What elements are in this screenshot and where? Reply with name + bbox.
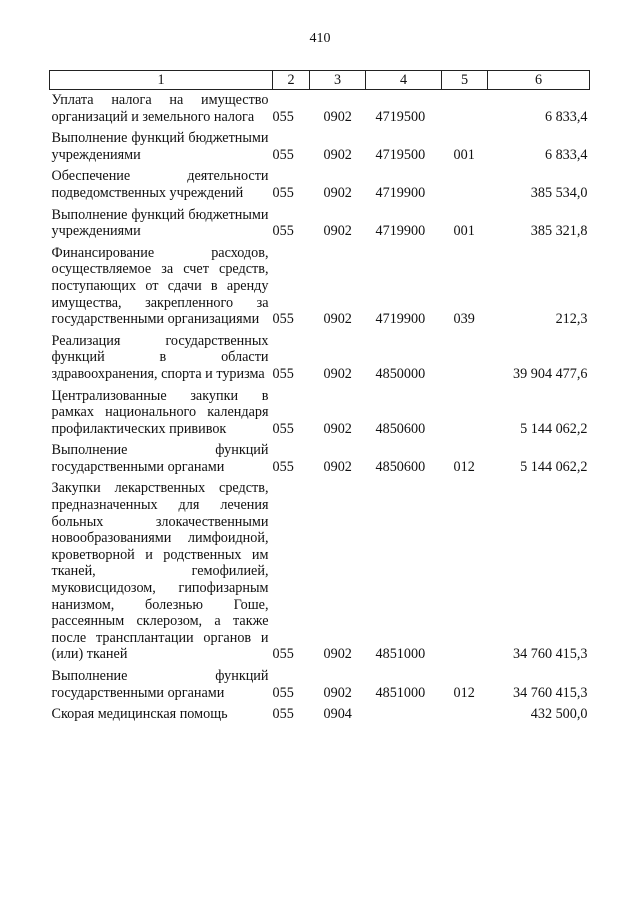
header-col-3: 3: [310, 71, 366, 90]
row-amount: 39 904 477,6: [513, 365, 588, 382]
row-type: [442, 90, 488, 126]
row-name: Выполнение функций государственными органами: [51, 442, 269, 475]
row-amount: 432 500,0: [530, 706, 588, 723]
table-row: [50, 475, 590, 663]
row-gr: 055: [272, 108, 294, 125]
row-amount: 385 321,8: [530, 223, 588, 240]
row-type: 001: [453, 223, 475, 240]
row-section: 0902: [323, 365, 352, 382]
table-row: [50, 328, 590, 383]
row-name: Выполнение функций государственными органами: [51, 668, 269, 701]
row-name: Скорая медицинская помощь: [51, 706, 228, 723]
row-amount: 385 534,0: [530, 184, 588, 201]
row-section: 0902: [323, 184, 352, 201]
table-row: [50, 383, 590, 438]
row-article: 4719900: [375, 311, 426, 328]
row-article: 4719500: [375, 146, 426, 163]
row-gr: 055: [272, 706, 294, 723]
row-amount: 212,3: [555, 311, 588, 328]
row-gr: 055: [272, 146, 294, 163]
row-article: 4719900: [375, 223, 426, 240]
row-gr: 055: [272, 184, 294, 201]
row-type: [442, 163, 488, 201]
row-type: 012: [453, 684, 475, 701]
row-type: [442, 328, 488, 383]
row-name: Финансирование расходов, осуществляемое за счет средств, поступающих от сдачи в аренду имущества, закрепленного за государственными организациями: [51, 244, 269, 328]
header-row: [50, 71, 590, 90]
row-amount: 6 833,4: [544, 108, 588, 125]
row-article: 4851000: [375, 646, 426, 663]
row-gr: 055: [272, 420, 294, 437]
header-col-2: 2: [273, 71, 310, 90]
header-col-1: 1: [50, 71, 273, 90]
row-article: 4719900: [375, 184, 426, 201]
row-section: 0902: [323, 311, 352, 328]
table-row: [50, 125, 590, 163]
row-name: Выполнение функций бюджетными учреждениями: [51, 206, 269, 240]
row-article: 4851000: [375, 684, 426, 701]
row-gr: 055: [272, 311, 294, 328]
row-section: 0902: [323, 146, 352, 163]
table-row: [50, 437, 590, 475]
row-section: 0902: [323, 108, 352, 125]
row-name: Выполнение функций бюджетными учреждениями: [51, 130, 269, 163]
row-type: 012: [453, 458, 475, 475]
table-row: [50, 163, 590, 201]
row-gr: 055: [272, 365, 294, 382]
table-row: [50, 701, 590, 723]
row-article: 4850000: [375, 365, 426, 382]
row-amount: 5 144 062,2: [520, 458, 588, 475]
row-gr: 055: [272, 684, 294, 701]
table-row: [50, 202, 590, 240]
row-name: Обеспечение деятельности подведомственных учреждений: [51, 168, 269, 201]
row-name: Закупки лекарственных средств, предназначенных для лечения больных злокачественными новообразованиями лимфоидной, кроветворной и родственных им тканей, гемофилией, муковисцидозом, гипофизарным нанизмом, болезнью Гоше, рассеянным склерозом, а также после трансплантации органов и (или) тканей: [51, 480, 269, 663]
table-row: [50, 90, 590, 126]
row-type: 001: [453, 146, 475, 163]
row-amount: 34 760 415,3: [513, 646, 588, 663]
row-name: Уплата налога на имущество организаций и земельного налога: [51, 92, 269, 125]
row-type: 039: [453, 311, 475, 328]
row-gr: 055: [272, 223, 294, 240]
row-gr: 055: [272, 646, 294, 663]
row-section: 0902: [323, 223, 352, 240]
row-article: 4850600: [375, 420, 426, 437]
row-section: 0902: [323, 420, 352, 437]
row-amount: 34 760 415,3: [513, 684, 588, 701]
row-section: 0904: [323, 706, 352, 723]
header-col-5: 5: [442, 71, 488, 90]
header-col-4: 4: [366, 71, 442, 90]
row-section: 0902: [323, 646, 352, 663]
row-section: 0902: [323, 458, 352, 475]
budget-table: [49, 70, 590, 723]
row-amount: 6 833,4: [544, 146, 588, 163]
header-col-6: 6: [488, 71, 590, 90]
row-article: 4850600: [375, 458, 426, 475]
page-number: 410: [309, 31, 331, 46]
row-type: [442, 383, 488, 438]
table-row: [50, 663, 590, 701]
row-gr: 055: [272, 458, 294, 475]
row-type: [442, 701, 488, 723]
row-article: 4719500: [375, 108, 426, 125]
table-row: [50, 240, 590, 328]
row-section: 0902: [323, 684, 352, 701]
row-amount: 5 144 062,2: [520, 420, 588, 437]
row-article: [366, 701, 442, 723]
row-type: [442, 475, 488, 663]
row-name: Реализация государственных функций в области здравоохранения, спорта и туризма: [51, 332, 269, 382]
row-name: Централизованные закупки в рамках национального календаря профилактических прививок: [51, 387, 269, 437]
